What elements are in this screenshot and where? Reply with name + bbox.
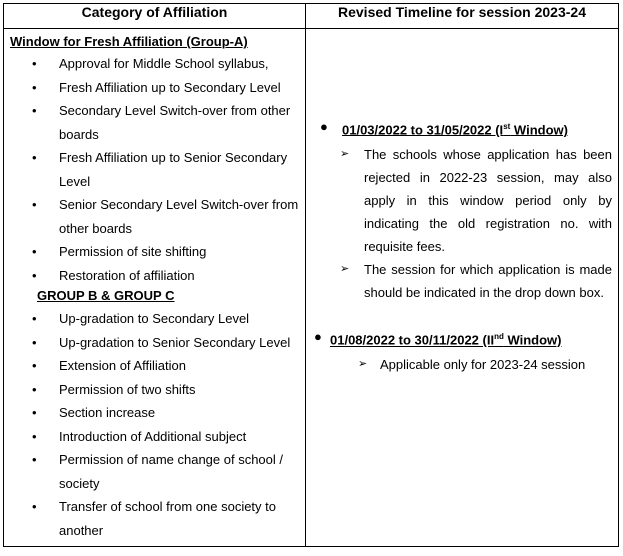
list-item-text: Approval for Middle School syllabus, [59,56,269,71]
table-row [4,29,619,547]
affiliation-timeline-table [3,3,619,547]
window-2-point: ➢ Applicable only for 2023-24 session [312,353,612,376]
bullet-icon: • [32,428,37,444]
list-item-text: Section increase [59,405,156,420]
list-item [10,354,299,378]
bullet-icon: • [32,267,37,283]
header-timeline: Revised Timeline for session 2023-24 [306,4,619,29]
bullet-icon: ● [320,119,328,134]
list-item-text: Fresh Affiliation up to Secondary Level [59,79,281,95]
list-item [10,448,299,495]
arrow-bullet-icon: ➢ [358,357,368,370]
list-item [10,495,299,542]
bullet-icon: • [32,79,37,95]
list-item-text: Secondary Level Switch-over from other boards [59,103,291,142]
list-item [10,52,299,76]
list-item [10,146,299,193]
arrow-bullet-icon: ➢ [340,263,350,276]
list-item-text: Permission of name change of school / society [59,452,284,491]
list-item [10,99,299,146]
group-bc-list [10,307,299,542]
list-item-text: Fresh Affiliation up to Senior Secondary Level [59,150,288,189]
list-item-text: Extension of Affiliation [59,358,186,373]
bullet-icon: • [32,499,37,514]
window-2 [312,328,612,375]
bullet-icon: • [32,244,37,259]
category-cell [4,29,306,547]
list-item [10,264,299,288]
list-item [10,193,299,240]
bullet-icon: • [32,311,37,326]
timeline-cell [306,29,619,547]
list-item [10,401,299,425]
arrow-bullet-icon: ➢ [340,148,350,161]
list-item-text: Permission of two shifts [59,381,196,397]
list-item [10,331,299,355]
window-1-point: ➢ The schools whose application has been rejected in 2022-23 session, may also apply in this window period only by indicating the old registration no. with requisite fees. [312,143,612,258]
list-item-text: Up-gradation to Senior Secondary Level [59,334,291,350]
list-item-text: Restoration of affiliation [59,267,195,283]
bullet-icon: • [32,197,37,212]
list-item-text: Permission of site shifting [59,244,207,259]
list-item [10,307,299,331]
bullet-icon: • [32,56,37,71]
list-item [10,240,299,264]
window-1 [312,118,612,304]
header-category: Category of Affiliation [4,4,306,29]
group-a-list [10,52,299,287]
list-item [10,425,299,449]
bullet-icon: • [32,405,37,420]
bullet-icon: • [32,381,37,397]
bullet-icon: • [32,150,37,165]
list-item-text: Up-gradation to Secondary Level [59,311,250,326]
bullet-icon: • [32,452,37,467]
list-item-text: Transfer of school from one society to another [59,499,277,538]
window-1-heading: ● 01/03/2022 to 31/05/2022 (Ist Window) [320,119,568,138]
bullet-icon: ● [314,329,322,345]
list-item-text: Introduction of Additional subject [59,428,247,444]
bullet-icon: • [32,358,37,373]
bullet-icon: • [32,103,37,118]
window-2-heading: ● 01/08/2022 to 30/11/2022 (IInd Window) [314,329,562,348]
header-row [4,4,619,29]
list-item-text: Senior Secondary Level Switch-over from other boards [59,197,299,236]
group-a-title: Window for Fresh Affiliation (Group-A) [10,34,248,49]
list-item [10,76,299,100]
bullet-icon: • [32,334,37,350]
group-bc-title: GROUP B & GROUP C [37,288,175,303]
window-1-point: ➢ The session for which application is made should be indicated in the drop down box. [312,258,612,304]
list-item [10,378,299,402]
